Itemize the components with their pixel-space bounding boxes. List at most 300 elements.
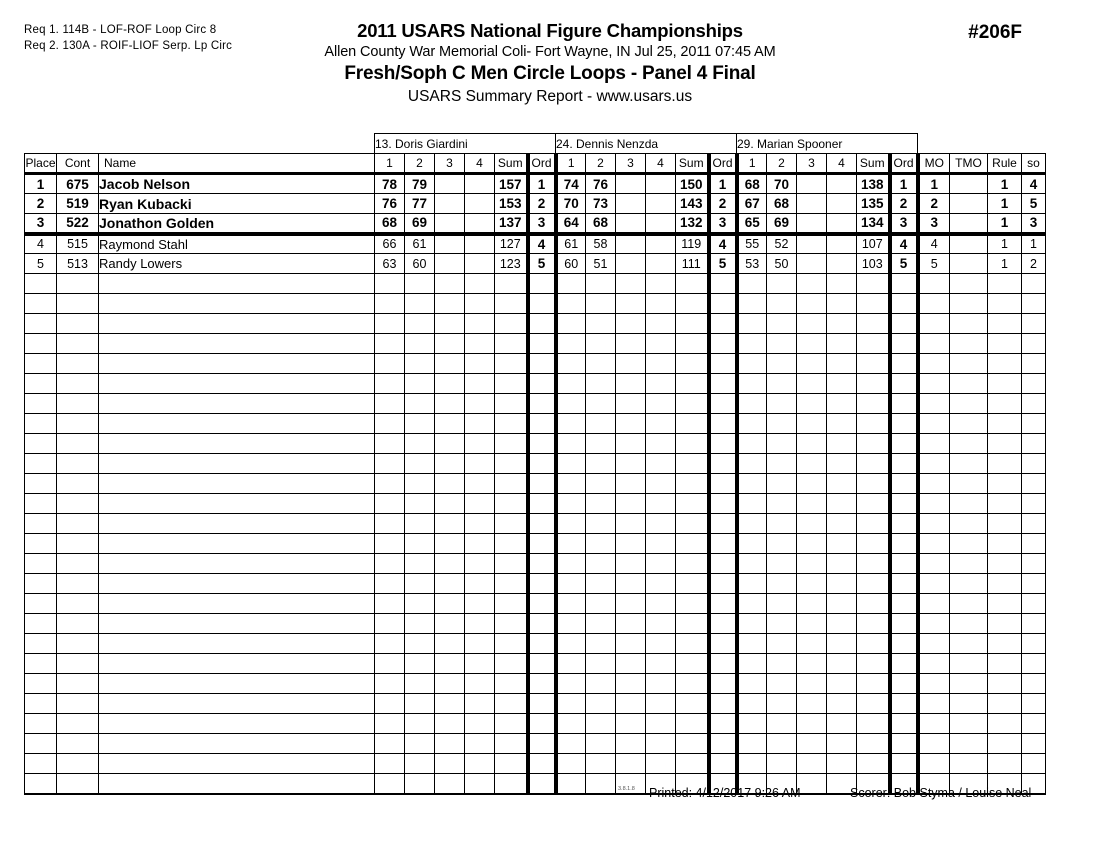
cell-j3-f2: 70	[767, 174, 797, 194]
cell-so	[1022, 334, 1046, 354]
cell-tmo	[950, 454, 988, 474]
cell-j3-f4	[827, 474, 857, 494]
cell-j3-f3	[797, 334, 827, 354]
cell-j2-f3	[616, 714, 646, 734]
cell-so	[1022, 714, 1046, 734]
table-row-empty[interactable]	[25, 674, 1046, 694]
cell-tmo	[950, 194, 988, 214]
cell-so	[1022, 674, 1046, 694]
cell-j2-sum	[676, 294, 709, 314]
cell-j1-f1	[375, 634, 405, 654]
cell-tmo	[950, 554, 988, 574]
cell-j1-sum: 127	[495, 234, 528, 254]
cell-j3-f3	[797, 394, 827, 414]
cell-so	[1022, 554, 1046, 574]
cell-j3-ord: 1	[890, 174, 918, 194]
cell-j2-f1: 60	[556, 254, 586, 274]
cell-j1-f2	[405, 494, 435, 514]
cell-mo: 1	[918, 174, 950, 194]
table-row-empty[interactable]	[25, 314, 1046, 334]
cell-j1-f2	[405, 334, 435, 354]
cell-mo	[918, 554, 950, 574]
cell-j3-ord	[890, 694, 918, 714]
cell-j1-f2	[405, 554, 435, 574]
table-row-empty[interactable]	[25, 454, 1046, 474]
cell-j3-ord	[890, 374, 918, 394]
cell-j1-f4	[465, 494, 495, 514]
cell-j1-f2	[405, 594, 435, 614]
cell-cont	[57, 594, 99, 614]
cell-place	[25, 714, 57, 734]
cell-j1-ord	[528, 274, 556, 294]
cell-j2-f1	[556, 674, 586, 694]
cell-j1-f1	[375, 334, 405, 354]
cell-so	[1022, 614, 1046, 634]
cell-j1-f3	[435, 474, 465, 494]
cell-j3-f1	[737, 714, 767, 734]
table-row-empty[interactable]	[25, 514, 1046, 534]
cell-j3-f4	[827, 674, 857, 694]
cell-j1-f2	[405, 454, 435, 474]
cell-j1-f3	[435, 654, 465, 674]
cell-tmo	[950, 674, 988, 694]
cell-tmo	[950, 594, 988, 614]
cell-j3-sum: 138	[857, 174, 890, 194]
cell-j3-f3	[797, 414, 827, 434]
col-header-name: Name	[99, 154, 375, 174]
scorer-credit: Scorer: Bob Styma / Louise Neal	[850, 786, 1032, 800]
table-row-empty[interactable]	[25, 634, 1046, 654]
cell-so	[1022, 394, 1046, 414]
cell-j3-f1	[737, 534, 767, 554]
cell-j3-f4	[827, 234, 857, 254]
table-row-empty[interactable]	[25, 394, 1046, 414]
cell-so	[1022, 454, 1046, 474]
table-row-empty[interactable]	[25, 414, 1046, 434]
cell-tmo	[950, 314, 988, 334]
cell-mo: 3	[918, 214, 950, 234]
cell-j1-sum	[495, 514, 528, 534]
table-row[interactable]	[25, 254, 1046, 274]
table-row-empty[interactable]	[25, 694, 1046, 714]
cell-j2-sum	[676, 414, 709, 434]
table-row-empty[interactable]	[25, 754, 1046, 774]
cell-j2-ord: 2	[709, 194, 737, 214]
cell-j2-ord	[709, 594, 737, 614]
cell-j1-f4	[465, 714, 495, 734]
cell-j3-sum	[857, 474, 890, 494]
cell-j2-f4	[646, 734, 676, 754]
cell-j2-f3	[616, 554, 646, 574]
cell-j1-f2	[405, 754, 435, 774]
cell-mo	[918, 434, 950, 454]
cell-j3-f3	[797, 314, 827, 334]
cell-j2-f2	[586, 334, 616, 354]
col-header-rule: Rule	[988, 154, 1022, 174]
cell-cont: 519	[57, 194, 99, 214]
cell-j2-ord	[709, 714, 737, 734]
cell-j3-ord	[890, 714, 918, 734]
cell-j2-sum	[676, 574, 709, 594]
cell-j3-sum	[857, 594, 890, 614]
cell-place: 4	[25, 234, 57, 254]
cell-mo	[918, 754, 950, 774]
cell-j2-f3	[616, 634, 646, 654]
cell-j2-f2: 68	[586, 214, 616, 234]
cell-j1-f1	[375, 694, 405, 714]
cell-j2-ord	[709, 434, 737, 454]
cell-j2-f3	[616, 454, 646, 474]
cell-j3-f4	[827, 354, 857, 374]
cell-j2-f3	[616, 414, 646, 434]
cell-j2-f3	[616, 334, 646, 354]
report-subtitle: USARS Summary Report - www.usars.us	[407, 88, 693, 105]
results-sheet	[24, 133, 1046, 795]
cell-j1-f2	[405, 694, 435, 714]
cell-cont	[57, 374, 99, 394]
cell-cont	[57, 474, 99, 494]
cell-rule	[988, 494, 1022, 514]
table-row-empty[interactable]	[25, 474, 1046, 494]
cell-j1-ord	[528, 574, 556, 594]
cell-tmo	[950, 494, 988, 514]
cell-j2-f3	[616, 654, 646, 674]
cell-cont	[57, 394, 99, 414]
cell-j3-f4	[827, 714, 857, 734]
cell-j3-f1	[737, 754, 767, 774]
cell-j1-sum: 153	[495, 194, 528, 214]
cell-j1-f2	[405, 434, 435, 454]
cell-j1-f1	[375, 394, 405, 414]
cell-so: 5	[1022, 194, 1046, 214]
cell-mo	[918, 674, 950, 694]
cell-j2-f2	[586, 314, 616, 334]
cell-j2-f3	[616, 174, 646, 194]
cell-place	[25, 414, 57, 434]
cell-place	[25, 374, 57, 394]
cell-j1-f2: 79	[405, 174, 435, 194]
cell-place	[25, 334, 57, 354]
cell-j3-ord	[890, 334, 918, 354]
cell-name	[99, 734, 375, 754]
cell-tmo	[950, 634, 988, 654]
cell-j1-ord	[528, 474, 556, 494]
cell-j2-f1	[556, 454, 586, 474]
cell-j1-sum	[495, 374, 528, 394]
cell-j2-f3	[616, 434, 646, 454]
cell-name	[99, 314, 375, 334]
cell-j3-f1	[737, 614, 767, 634]
cell-j3-ord	[890, 614, 918, 634]
cell-j2-f4	[646, 534, 676, 554]
cell-j3-ord	[890, 734, 918, 754]
cell-j1-f3	[435, 714, 465, 734]
cell-j1-ord	[528, 494, 556, 514]
cell-cont	[57, 754, 99, 774]
table-row-empty[interactable]	[25, 534, 1046, 554]
col-header-j3-fig3: 3	[797, 154, 827, 174]
table-row[interactable]	[25, 194, 1046, 214]
cell-mo	[918, 734, 950, 754]
cell-so: 4	[1022, 174, 1046, 194]
cell-tmo	[950, 174, 988, 194]
cell-mo	[918, 454, 950, 474]
cell-j1-ord	[528, 514, 556, 534]
cell-rule	[988, 534, 1022, 554]
table-row-empty[interactable]	[25, 294, 1046, 314]
cell-name	[99, 354, 375, 374]
cell-j1-f3	[435, 494, 465, 514]
cell-j1-f1	[375, 754, 405, 774]
cell-name	[99, 334, 375, 354]
cell-j3-ord	[890, 514, 918, 534]
cell-j3-f3	[797, 594, 827, 614]
cell-j3-ord	[890, 754, 918, 774]
cell-j3-sum	[857, 374, 890, 394]
cell-j1-f4	[465, 194, 495, 214]
cell-j1-f4	[465, 594, 495, 614]
cell-j2-sum	[676, 654, 709, 674]
col-header-j1-ord: Ord	[528, 154, 556, 174]
cell-j2-f1	[556, 714, 586, 734]
judge-banner-row	[25, 134, 1046, 154]
table-row-empty[interactable]	[25, 354, 1046, 374]
cell-j1-sum	[495, 694, 528, 714]
cell-so	[1022, 434, 1046, 454]
table-row-empty[interactable]	[25, 574, 1046, 594]
cell-j2-f2	[586, 394, 616, 414]
cell-j1-f3	[435, 674, 465, 694]
cell-tmo	[950, 214, 988, 234]
cell-j2-f1	[556, 594, 586, 614]
table-row-empty[interactable]	[25, 714, 1046, 734]
cell-cont	[57, 554, 99, 574]
cell-j3-sum	[857, 434, 890, 454]
cell-j2-f2	[586, 614, 616, 634]
cell-j1-f2	[405, 414, 435, 434]
cell-j3-ord	[890, 394, 918, 414]
cell-j1-f3	[435, 514, 465, 534]
cell-j2-f1	[556, 554, 586, 574]
cell-j3-f4	[827, 454, 857, 474]
cell-rule	[988, 714, 1022, 734]
cell-j3-ord	[890, 634, 918, 654]
cell-tmo	[950, 394, 988, 414]
col-header-j2-sum: Sum	[676, 154, 709, 174]
cell-j2-sum	[676, 314, 709, 334]
event-number-badge: #206F	[968, 22, 1022, 43]
cell-j2-f1: 61	[556, 234, 586, 254]
cell-j3-f2: 50	[767, 254, 797, 274]
table-row-empty[interactable]	[25, 494, 1046, 514]
cell-j1-f3	[435, 314, 465, 334]
cell-name	[99, 274, 375, 294]
cell-j3-f4	[827, 274, 857, 294]
cell-j3-ord	[890, 454, 918, 474]
cell-so	[1022, 594, 1046, 614]
cell-j1-f1: 63	[375, 254, 405, 274]
cell-place	[25, 514, 57, 534]
cell-j2-ord	[709, 294, 737, 314]
cell-j3-f1	[737, 334, 767, 354]
cell-j3-f2	[767, 554, 797, 574]
cell-name	[99, 594, 375, 614]
cell-j2-f2	[586, 654, 616, 674]
cell-j2-f4	[646, 634, 676, 654]
cell-j2-f1	[556, 494, 586, 514]
cell-j1-sum	[495, 554, 528, 574]
table-row-empty[interactable]	[25, 734, 1046, 754]
cell-cont	[57, 294, 99, 314]
cell-j1-f3	[435, 214, 465, 234]
cell-j1-ord	[528, 294, 556, 314]
cell-mo	[918, 514, 950, 534]
cell-j1-f2	[405, 514, 435, 534]
cell-j1-f1	[375, 494, 405, 514]
cell-j3-f1	[737, 514, 767, 534]
cell-j1-ord	[528, 654, 556, 674]
table-row-empty[interactable]	[25, 594, 1046, 614]
cell-j3-ord	[890, 534, 918, 554]
cell-name	[99, 394, 375, 414]
table-row-empty[interactable]	[25, 434, 1046, 454]
cell-j3-f2	[767, 634, 797, 654]
cell-j2-sum: 119	[676, 234, 709, 254]
table-row[interactable]	[25, 234, 1046, 254]
cell-j3-f3	[797, 274, 827, 294]
cell-j2-ord: 1	[709, 174, 737, 194]
table-row-empty[interactable]	[25, 274, 1046, 294]
cell-j1-f3	[435, 554, 465, 574]
cell-j3-f3	[797, 254, 827, 274]
col-header-j1-fig4: 4	[465, 154, 495, 174]
cell-j2-f3	[616, 534, 646, 554]
cell-j2-f3	[616, 314, 646, 334]
cell-j2-f2	[586, 494, 616, 514]
cell-rule: 1	[988, 174, 1022, 194]
cell-tmo	[950, 274, 988, 294]
cell-tmo	[950, 694, 988, 714]
cell-j3-f1	[737, 474, 767, 494]
cell-j3-ord	[890, 294, 918, 314]
cell-j2-f1	[556, 754, 586, 774]
cell-j1-sum	[495, 674, 528, 694]
cell-j3-f1	[737, 494, 767, 514]
cell-j3-f4	[827, 614, 857, 634]
cell-j1-sum	[495, 294, 528, 314]
cell-j2-ord	[709, 674, 737, 694]
cell-j2-ord	[709, 334, 737, 354]
printed-stamp: Printed: 4/12/2017 9:26 AM	[649, 786, 801, 800]
cell-j1-f4	[465, 254, 495, 274]
cell-j3-ord	[890, 494, 918, 514]
cell-j1-f1	[375, 534, 405, 554]
cell-cont	[57, 454, 99, 474]
cell-j2-f2	[586, 534, 616, 554]
cell-j1-ord: 5	[528, 254, 556, 274]
cell-mo	[918, 494, 950, 514]
col-header-j3-fig2: 2	[767, 154, 797, 174]
cell-j1-ord	[528, 354, 556, 374]
cell-name	[99, 374, 375, 394]
cell-j1-f2	[405, 294, 435, 314]
cell-j2-f1	[556, 634, 586, 654]
cell-j3-f1	[737, 274, 767, 294]
cell-j1-f4	[465, 734, 495, 754]
cell-j1-sum	[495, 534, 528, 554]
cell-j1-f1	[375, 674, 405, 694]
cell-j1-sum	[495, 454, 528, 474]
cell-j1-ord	[528, 634, 556, 654]
table-row-empty[interactable]	[25, 334, 1046, 354]
table-row-empty[interactable]	[25, 554, 1046, 574]
cell-j2-f1	[556, 434, 586, 454]
cell-j1-f2	[405, 474, 435, 494]
col-header-j2-fig4: 4	[646, 154, 676, 174]
cell-j3-f1	[737, 394, 767, 414]
cell-tmo	[950, 714, 988, 734]
cell-j1-ord: 2	[528, 194, 556, 214]
table-row[interactable]	[25, 214, 1046, 234]
cell-j1-f2	[405, 274, 435, 294]
cell-so	[1022, 494, 1046, 514]
cell-j2-ord	[709, 514, 737, 534]
cell-j2-f3	[616, 294, 646, 314]
cell-so	[1022, 734, 1046, 754]
table-row[interactable]	[25, 174, 1046, 194]
cell-j1-f1: 68	[375, 214, 405, 234]
col-header-j3-sum: Sum	[857, 154, 890, 174]
cell-cont	[57, 714, 99, 734]
cell-j1-f2	[405, 574, 435, 594]
cell-j3-f3	[797, 754, 827, 774]
cell-j3-f4	[827, 314, 857, 334]
cell-j1-sum	[495, 714, 528, 734]
cell-cont	[57, 434, 99, 454]
cell-j1-f3	[435, 354, 465, 374]
cell-j1-f4	[465, 174, 495, 194]
cell-j3-f2	[767, 334, 797, 354]
cell-j3-f3	[797, 354, 827, 374]
cell-j3-f3	[797, 614, 827, 634]
cell-j2-sum	[676, 534, 709, 554]
cell-j3-f1	[737, 734, 767, 754]
cell-so	[1022, 474, 1046, 494]
table-row-empty[interactable]	[25, 374, 1046, 394]
requirement-line-2: Req 2. 130A - ROIF-LIOF Serp. Lp Circ	[24, 40, 233, 52]
table-row-empty[interactable]	[25, 614, 1046, 634]
cell-place	[25, 694, 57, 714]
cell-j3-sum: 103	[857, 254, 890, 274]
cell-j1-f4	[465, 654, 495, 674]
cell-j1-f2	[405, 394, 435, 414]
cell-j2-f4	[646, 234, 676, 254]
cell-j2-ord	[709, 314, 737, 334]
cell-j3-f1	[737, 374, 767, 394]
cell-j2-f2	[586, 454, 616, 474]
col-header-j2-fig1: 1	[556, 154, 586, 174]
cell-j3-sum: 107	[857, 234, 890, 254]
table-row-empty[interactable]	[25, 654, 1046, 674]
cell-j2-f4	[646, 194, 676, 214]
cell-j2-f4	[646, 594, 676, 614]
cell-j2-f3	[616, 694, 646, 714]
cell-j3-f3	[797, 214, 827, 234]
cell-j3-sum	[857, 634, 890, 654]
cell-so	[1022, 374, 1046, 394]
col-header-j1-sum: Sum	[495, 154, 528, 174]
cell-cont	[57, 334, 99, 354]
